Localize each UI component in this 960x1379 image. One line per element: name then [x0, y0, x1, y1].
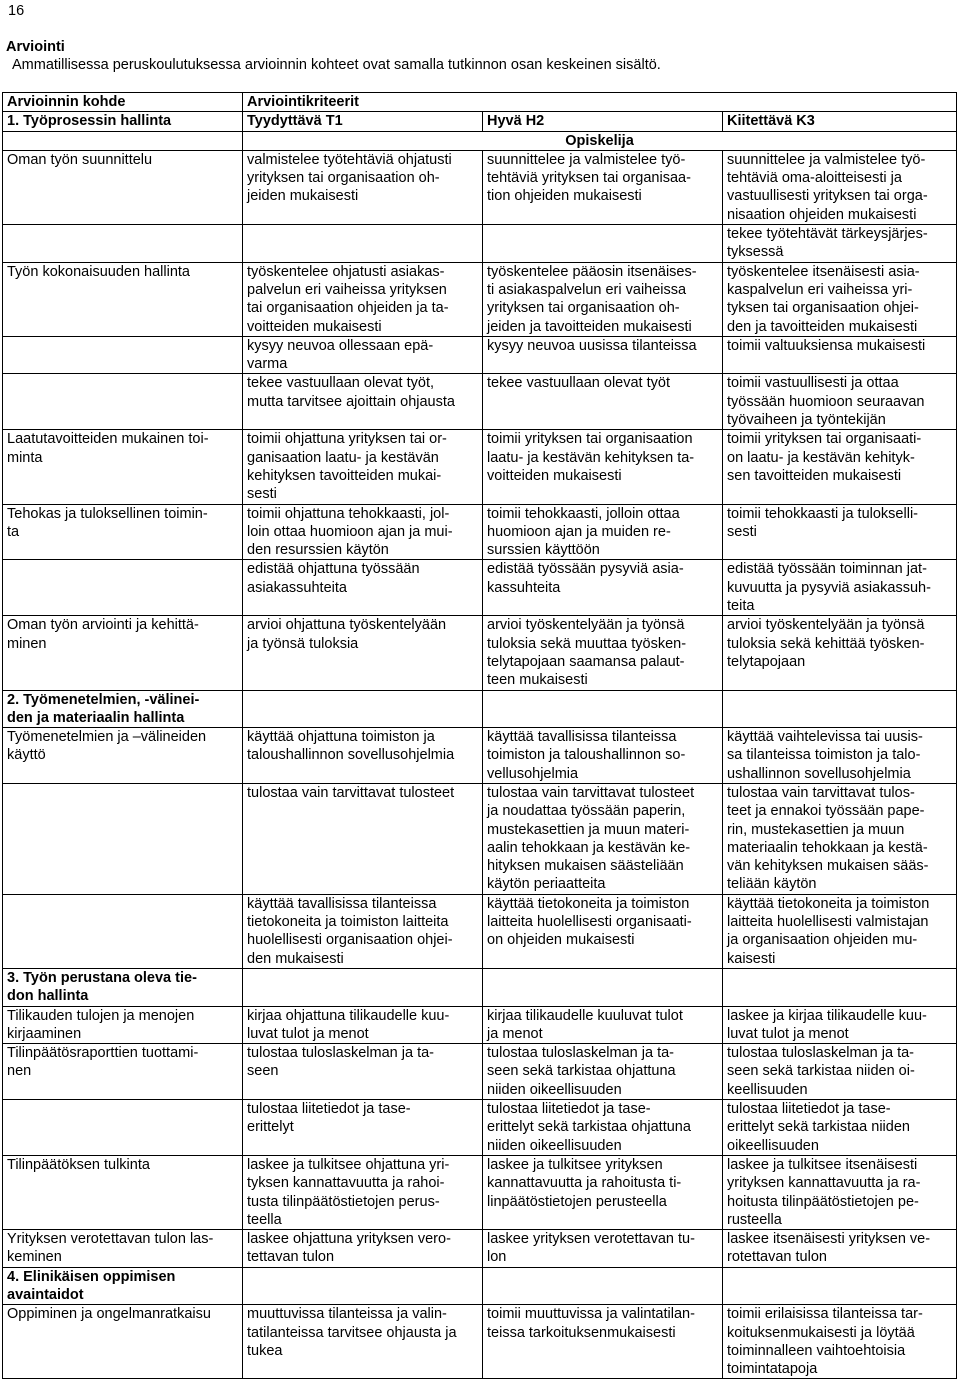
criteria-cell-k3: tulostaa liitetiedot ja tase- erittelyt sekä tarkistaa niiden oikeellisuuden	[723, 1100, 957, 1156]
criteria-cell-k3: toimii tehokkaasti ja tulokselli- sesti	[723, 504, 957, 560]
assessment-target-cell: Tilinpäätösraporttien tuottami- nen	[3, 1044, 243, 1100]
criteria-cell-t1: kysyy neuvoa ollessaan epä- varma	[243, 336, 483, 374]
student-row	[3, 131, 957, 150]
assessment-target-cell: Työmenetelmien ja –välineiden käyttö	[3, 728, 243, 784]
table-row	[3, 430, 957, 504]
criteria-cell-h2: kysyy neuvoa uusissa tilanteissa	[483, 336, 723, 374]
student-label: Opiskelija	[243, 131, 957, 150]
criteria-cell-k3: toimii yrityksen tai organisaati- on laatu- ja kestävän kehityk- sen tavoitteiden mukaisesti	[723, 430, 957, 504]
table-row	[3, 262, 957, 336]
criteria-cell-h2: arvioi työskentelyään ja työnsä tuloksia sekä muuttaa työsken- telytapojaan saamansa palaut- teen mukaisesti	[483, 616, 723, 690]
assessment-table	[2, 92, 957, 1379]
empty-cell	[243, 690, 483, 728]
assessment-target-cell: Laatutavoitteiden mukainen toi- minta	[3, 430, 243, 504]
criteria-cell-t1: käyttää tavallisissa tilanteissa tietokoneita ja toimiston laitteita huolellisesti organisaation ohjei- den mukaisesti	[243, 894, 483, 968]
table-row	[3, 783, 957, 894]
criteria-cell-t1: tulostaa liitetiedot ja tase- erittelyt	[243, 1100, 483, 1156]
level-k3: Kiitettävä K3	[723, 112, 957, 131]
header-target: Arvioinnin kohde	[3, 93, 243, 112]
criteria-cell-h2: tulostaa tuloslaskelman ja ta- seen sekä tarkistaa ohjattuna niiden oikeellisuuden	[483, 1044, 723, 1100]
criteria-cell-t1: arvioi ohjattuna työskentelyään ja työnsä tuloksia	[243, 616, 483, 690]
criteria-cell-h2: tulostaa vain tarvittavat tulosteet ja noudattaa työssään paperin, mustekasettien ja muun materi- aalin tehokkaan ja kestävän ke- hityksen mukaisen säästeliään käytön periaatteita	[483, 783, 723, 894]
criteria-cell-h2	[483, 225, 723, 263]
criteria-cell-h2: laskee ja tulkitsee yrityksen kannattavuutta ja rahoitusta ti- linpäätöstietojen perusteella	[483, 1155, 723, 1229]
criteria-cell-h2: edistää työssään pysyviä asia- kassuhteita	[483, 560, 723, 616]
criteria-cell-h2: tekee vastuullaan olevat työt	[483, 374, 723, 430]
criteria-cell-k3: suunnittelee ja valmistelee työ- tehtäviä oma-aloitteisesti ja vastuullisesti yrityksen tai orga- nisaation ohjeiden mukaisesti	[723, 150, 957, 224]
table-row	[3, 336, 957, 374]
criteria-cell-t1: edistää ohjattuna työssään asiakassuhteita	[243, 560, 483, 616]
criteria-cell-k3: käyttää vaihtelevissa tai uusis- sa tilanteissa toimiston ja talo- ushallinnon sovellusohjelmia	[723, 728, 957, 784]
criteria-cell-k3: laskee ja kirjaa tilikaudelle kuu- luvat tulot ja menot	[723, 1006, 957, 1044]
section-title-row	[3, 1267, 957, 1305]
level-t1: Tyydyttävä T1	[243, 112, 483, 131]
criteria-cell-h2: kirjaa tilikaudelle kuuluvat tulot ja menot	[483, 1006, 723, 1044]
criteria-cell-k3: laskee ja tulkitsee itsenäisesti yrityksen kannattavuutta ja ra- hoitusta tilinpäätöstietojen pe- rusteella	[723, 1155, 957, 1229]
intro-section	[6, 38, 946, 75]
empty-cell	[483, 968, 723, 1006]
table-row	[3, 560, 957, 616]
intro-text: Ammatillisessa peruskoulutuksessa arvioinnin kohteet ovat samalla tutkinnon osan keskeinen sisältö.	[12, 57, 661, 74]
assessment-target-cell: Työn kokonaisuuden hallinta	[3, 262, 243, 336]
table-row	[3, 374, 957, 430]
criteria-cell-h2: työskentelee pääosin itsenäises- ti asiakaspalvelun eri vaiheissa yrityksen tai organisaation oh- jeiden ja tavoitteiden mukaisesti	[483, 262, 723, 336]
table-row	[3, 1155, 957, 1229]
empty-cell	[723, 1267, 957, 1305]
table-row	[3, 225, 957, 263]
assessment-target-cell	[3, 225, 243, 263]
table-row	[3, 616, 957, 690]
table-row	[3, 728, 957, 784]
criteria-cell-t1: muuttuvissa tilanteissa ja valin- tatilanteissa tarvitsee ohjausta ja tukea	[243, 1305, 483, 1379]
criteria-cell-k3: työskentelee itsenäisesti asia- kaspalvelun eri vaiheissa yri- tyksen tai organisaation ohjei- den ja tavoitteiden mukaisesti	[723, 262, 957, 336]
empty-cell	[723, 690, 957, 728]
criteria-cell-k3: laskee itsenäisesti yrityksen ve- rotettavan tulon	[723, 1230, 957, 1268]
assessment-target-cell: Tehokas ja tuloksellinen toimin- ta	[3, 504, 243, 560]
table-row	[3, 504, 957, 560]
table-row	[3, 150, 957, 224]
empty-cell	[723, 968, 957, 1006]
criteria-cell-t1	[243, 225, 483, 263]
section-4-title: 4. Elinikäisen oppimisen avaintaidot	[3, 1267, 243, 1305]
criteria-cell-h2: käyttää tavallisissa tilanteissa toimiston ja taloushallinnon so- vellusohjelmia	[483, 728, 723, 784]
levels-row	[3, 112, 957, 131]
criteria-cell-t1: laskee ohjattuna yrityksen vero- tettavan tulon	[243, 1230, 483, 1268]
criteria-cell-t1: tekee vastuullaan olevat työt, mutta tarvitsee ajoittain ohjausta	[243, 374, 483, 430]
criteria-cell-h2: suunnittelee ja valmistelee työ- tehtäviä yrityksen tai organisaa- tion ohjeiden mukaisesti	[483, 150, 723, 224]
assessment-target-cell: Oman työn suunnittelu	[3, 150, 243, 224]
table-row	[3, 1044, 957, 1100]
criteria-cell-t1: käyttää ohjattuna toimiston ja taloushallinnon sovellusohjelmia	[243, 728, 483, 784]
criteria-cell-k3: arvioi työskentelyään ja työnsä tuloksia sekä kehittää työsken- telytapojaan	[723, 616, 957, 690]
assessment-target-cell	[3, 783, 243, 894]
criteria-cell-k3: tulostaa vain tarvittavat tulos- teet ja ennakoi työssään pape- rin, mustekasettien ja muun materiaalin tehokkaan ja kestä- vän kehityksen mukaisen sääs- teliään käytön	[723, 783, 957, 894]
criteria-cell-k3: edistää työssään toiminnan jat- kuvuutta ja pysyviä asiakassuh- teita	[723, 560, 957, 616]
criteria-cell-k3: tulostaa tuloslaskelman ja ta- seen sekä tarkistaa niiden oi- keellisuuden	[723, 1044, 957, 1100]
criteria-cell-k3: tekee työtehtävät tärkeysjärjes- tyksessä	[723, 225, 957, 263]
empty-cell	[243, 968, 483, 1006]
criteria-cell-k3: toimii vastuullisesti ja ottaa työssään huomioon seuraavan työvaiheen ja työntekijän	[723, 374, 957, 430]
criteria-cell-t1: kirjaa ohjattuna tilikaudelle kuu- luvat tulot ja menot	[243, 1006, 483, 1044]
empty-cell	[243, 1267, 483, 1305]
criteria-cell-t1: valmistelee työtehtäviä ohjatusti yrityksen tai organisaation oh- jeiden mukaisesti	[243, 150, 483, 224]
intro-heading: Arviointi	[6, 39, 65, 55]
assessment-target-cell	[3, 1100, 243, 1156]
assessment-target-cell	[3, 894, 243, 968]
criteria-cell-k3: toimii erilaisissa tilanteissa tar- koituksenmukaisesti ja löytää toiminnalleen vaihtoehtoisia toimintatapoja	[723, 1305, 957, 1379]
empty-cell	[483, 1267, 723, 1305]
criteria-cell-h2: tulostaa liitetiedot ja tase- erittelyt sekä tarkistaa ohjattuna niiden oikeellisuuden	[483, 1100, 723, 1156]
criteria-cell-h2: laskee yrityksen verotettavan tu- lon	[483, 1230, 723, 1268]
section-title-row	[3, 690, 957, 728]
criteria-cell-t1: laskee ja tulkitsee ohjattuna yri- tyksen kannattavuutta ja rahoi- tusta tilinpäätöstietojen perus- teella	[243, 1155, 483, 1229]
assessment-target-cell: Yrityksen verotettavan tulon las- keminen	[3, 1230, 243, 1268]
criteria-cell-h2: toimii tehokkaasti, jolloin ottaa huomioon ajan ja muiden re- surssien käyttöön	[483, 504, 723, 560]
assessment-target-cell: Tilikauden tulojen ja menojen kirjaaminen	[3, 1006, 243, 1044]
empty-cell	[483, 690, 723, 728]
criteria-cell-t1: toimii ohjattuna yrityksen tai or- ganisaation laatu- ja kestävän kehityksen tavoitteiden mukai- sesti	[243, 430, 483, 504]
criteria-cell-t1: työskentelee ohjatusti asiakas- palvelun eri vaiheissa yrityksen tai organisaation ohjeiden ja ta- voitteiden mukaisesti	[243, 262, 483, 336]
criteria-cell-h2: käyttää tietokoneita ja toimiston laitteita huolellisesti organisaati- on ohjeiden mukaisesti	[483, 894, 723, 968]
criteria-cell-t1: toimii ohjattuna tehokkaasti, jol- loin ottaa huomioon ajan ja mui- den resurssien käytön	[243, 504, 483, 560]
section-3-title: 3. Työn perustana oleva tie- don hallinta	[3, 968, 243, 1006]
empty-cell	[3, 131, 243, 150]
criteria-cell-t1: tulostaa tuloslaskelman ja ta- seen	[243, 1044, 483, 1100]
level-h2: Hyvä H2	[483, 112, 723, 131]
table-row	[3, 1006, 957, 1044]
section-2-title: 2. Työmenetelmien, -välinei- den ja materiaalin hallinta	[3, 690, 243, 728]
assessment-target-cell: Tilinpäätöksen tulkinta	[3, 1155, 243, 1229]
table-row	[3, 1230, 957, 1268]
assessment-target-cell	[3, 560, 243, 616]
criteria-cell-t1: tulostaa vain tarvittavat tulosteet	[243, 783, 483, 894]
table-row	[3, 1305, 957, 1379]
page-number: 16	[8, 3, 25, 19]
assessment-target-cell: Oppiminen ja ongelmanratkaisu	[3, 1305, 243, 1379]
assessment-target-cell	[3, 336, 243, 374]
section-1-title: 1. Työprosessin hallinta	[3, 112, 243, 131]
table-row	[3, 1100, 957, 1156]
criteria-cell-k3: toimii valtuuksiensa mukaisesti	[723, 336, 957, 374]
section-title-row	[3, 968, 957, 1006]
criteria-cell-h2: toimii yrityksen tai organisaation laatu- ja kestävän kehityksen ta- voitteiden mukaisesti	[483, 430, 723, 504]
criteria-cell-h2: toimii muuttuvissa ja valintatilan- teissa tarkoituksenmukaisesti	[483, 1305, 723, 1379]
table-row	[3, 894, 957, 968]
assessment-target-cell	[3, 374, 243, 430]
header-criteria: Arviointikriteerit	[243, 93, 957, 112]
assessment-target-cell: Oman työn arviointi ja kehittä- minen	[3, 616, 243, 690]
table-header-row	[3, 93, 957, 112]
criteria-cell-k3: käyttää tietokoneita ja toimiston laitteita huolellisesti valmistajan ja organisaation ohjeiden mu- kaisesti	[723, 894, 957, 968]
